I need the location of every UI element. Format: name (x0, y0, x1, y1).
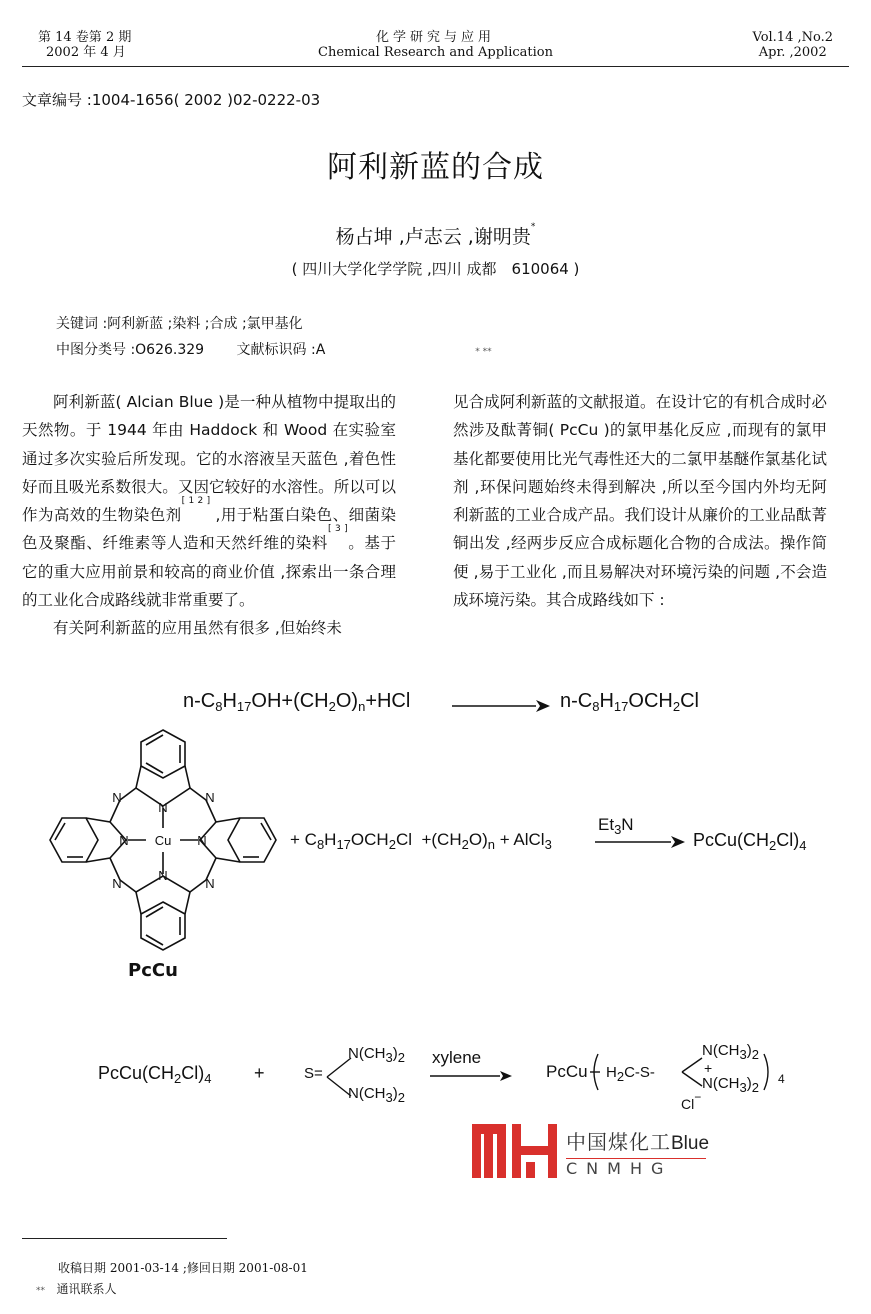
classification (56, 339, 492, 359)
reaction-3-arrow (430, 1068, 514, 1084)
reaction-1-product: $n-C_8H_{17}OCH_2Cl$ (560, 690, 699, 714)
issue-volume: 第 14 卷第 2 期 (38, 30, 132, 45)
author-mark: * (530, 222, 536, 232)
product-subscript: 4 (778, 1072, 785, 1086)
paper-title: 阿利新蓝的合成 (327, 150, 544, 185)
journal-volume-en (753, 30, 834, 60)
paragraph: 有关阿利新蓝的应用虽然有很多 ,但始终未 (53, 619, 342, 638)
paragraph-text: 。基于它的重大应用前景和较高的商业价值 ,探索出一条合理的工业化合成路线就非常重要了。 (22, 534, 396, 610)
copper-atom: Cu (154, 833, 172, 848)
solvent-label: xylene (432, 1048, 482, 1067)
chloride-ion: Cl− (681, 1090, 702, 1112)
journal-title-en: Chemical Research and Application (318, 45, 553, 60)
body-column-left (22, 388, 396, 643)
date-en: Apr. ,2002 (758, 45, 827, 60)
cnmhg-logo-icon (470, 1122, 560, 1180)
classification-mark: * ** (475, 347, 492, 357)
watermark-cn: 中国煤化工 (566, 1130, 671, 1154)
thiourea-s: S= (304, 1065, 323, 1082)
article-number: 文章编号 :1004-1656( 2002 )02-0222-03 (22, 91, 321, 109)
paragraph-text: 阿利新蓝( Alcian Blue )是一种从植物中提取出的天然物。于 1944 年由 Haddock 和 Wood 在实验室通过多次实验后所发现。它的水溶液呈天蓝色 ,着色性好而且吸光系数很大。又因它较好的水溶性。所以可以作为高效的生物染色剂 (22, 393, 396, 525)
footnote-contact-text: 通讯联系人 (56, 1282, 117, 1296)
catalyst-label: $Et_3N$ (598, 815, 634, 837)
product-nme2-top: $N(CH_3)_2$ (702, 1042, 759, 1062)
reaction-1-arrow (452, 698, 552, 714)
reaction-3-plus: + (254, 1063, 265, 1083)
footnote-mark: ** (36, 1286, 45, 1296)
nitrogen-atom: N (119, 833, 129, 848)
issue-date: 2002 年 4 月 (46, 45, 126, 60)
reaction-2-arrow (595, 834, 687, 850)
authors (0, 222, 871, 249)
nitrogen-atom: N (205, 876, 215, 891)
nitrogen-atom: N (205, 790, 215, 805)
journal-title-cn: 化学研究与应用 (375, 30, 495, 45)
product-linker: $H_2C-S-$ (606, 1064, 655, 1084)
volume-en: Vol.14 ,No.2 (752, 30, 833, 45)
nitrogen-atom: N (112, 790, 122, 805)
body-column-right (453, 388, 827, 614)
affiliation: ( 四川大学化学学院 ,四川 成都 610064 ) (291, 260, 580, 278)
nitrogen-atom: N (158, 868, 168, 883)
reaction-3-product-core: PcCu (546, 1062, 588, 1081)
paragraph (22, 388, 396, 614)
footnote-rule (22, 1238, 227, 1239)
watermark-suffix: Blue (671, 1133, 710, 1154)
header-rule (22, 66, 849, 67)
paragraph: 见合成阿利新蓝的文献报道。在设计它的有机合成时必然涉及酞菁铜( PcCu )的氯甲基化反应 ,而现有的氯甲基化都要使用比光气毒性还大的二氯甲基醚作氯基化试剂 ,环保问题始终未得到解决 ,所以至今国内外均无阿利新蓝的工业合成产品。我们设计从廉价的工业品酞菁铜出发 ,经两步反应合成标题化合物的合成法。操作简便 ,易于工业化 ,而且易解决对环境污染的问题 ,不会造成环境污染。其合成路线如下 : (453, 393, 827, 610)
author-names: 杨占坤 ,卢志云 ,谢明贵 (335, 226, 531, 248)
reaction-3-reactant: $PcCu(CH_2Cl)_4$ (98, 1063, 212, 1086)
watermark-text (566, 1126, 709, 1178)
citation: [ 3 ] (327, 524, 348, 535)
footnote-contact (36, 1280, 116, 1297)
nitrogen-atom: N (197, 833, 207, 848)
classification-codes: 中图分类号 :O626.329 文献标识码 :A (56, 342, 326, 358)
product-charge: + (704, 1060, 713, 1076)
footnote-dates: 收稿日期 2001-03-14 ;修回日期 2001-08-01 (58, 1261, 308, 1275)
product-nme2-bottom: $N(CH_3)_2$ (702, 1075, 759, 1095)
citation: [ 1 2 ] (181, 496, 211, 507)
reaction-2-product: $PcCu(CH_2Cl)_4$ (693, 830, 807, 853)
watermark-en: CNMHG (566, 1159, 673, 1178)
nitrogen-atom: N (112, 876, 122, 891)
keywords: 关键词 :阿利新蓝 ;染料 ;合成 ;氯甲基化 (56, 316, 303, 332)
paragraph-text: ,用于粘蛋白染色、细菌染色及聚酯、纤维素等人造和天然纤维的染料 (22, 506, 396, 553)
pccu-label: PcCu (128, 960, 178, 981)
pccu-structure (40, 722, 290, 957)
reaction-1-reactants: $n-C_8H_{17}OH+(CH_2O)_n+HCl$ (183, 690, 411, 714)
thiourea-nme2-top: $N(CH_3)_2$ (348, 1045, 405, 1065)
journal-title (0, 30, 871, 60)
nitrogen-atom: N (158, 800, 168, 815)
thiourea-nme2-bottom: $N(CH_3)_2$ (348, 1085, 405, 1105)
reaction-2-reagents: + $C_8H_{17}OCH_2Cl +(CH_2O)_n$ + AlCl$_3$ (290, 830, 552, 852)
